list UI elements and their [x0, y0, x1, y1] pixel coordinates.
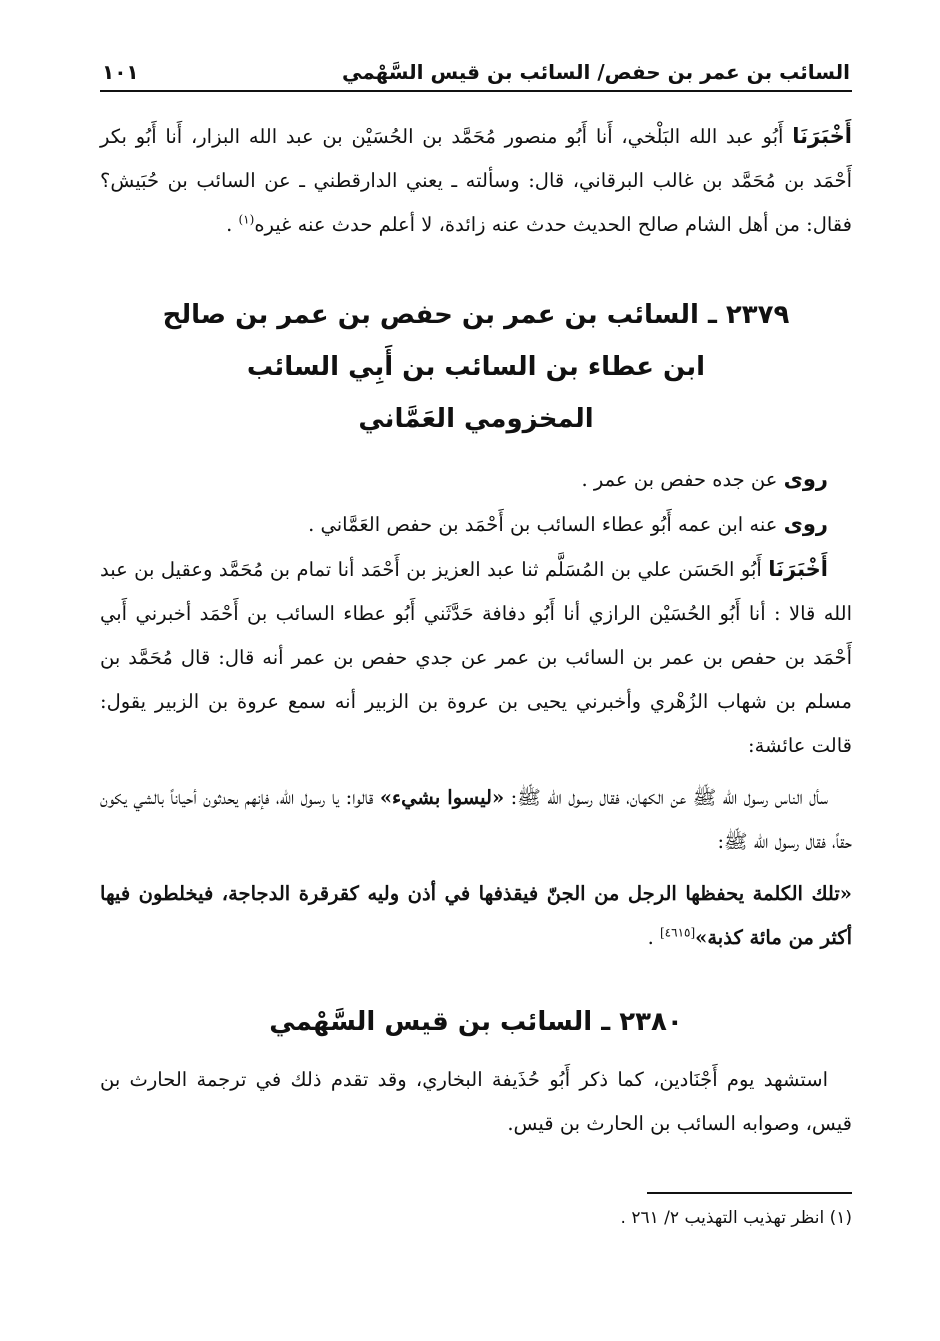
rawa-an-line: [100, 457, 852, 502]
rawa-anhu-text: عنه ابن عمه أَبُو عطاء السائب بن أَحْمَد بن حفص العَمَّاني .: [308, 513, 784, 536]
entry-heading-2380: ٢٣٨٠ ـ السائب بن قيس السَّهْمي: [269, 1007, 683, 1037]
running-title: السائب بن عمر بن حفص/ السائب بن قيس السَّهْمي: [341, 60, 850, 84]
header-rule: [100, 90, 852, 92]
rawa-an-text: عن جده حفص بن عمر .: [581, 468, 784, 491]
footnote-separator-wrap: [100, 1146, 852, 1194]
entry-heading-2379: [100, 289, 852, 445]
heading-line-3: المخزومي العَمَّاني: [358, 404, 594, 434]
paragraph-akhbarana-1: [100, 114, 852, 247]
document-page: [100, 60, 852, 1236]
running-header: [100, 60, 852, 90]
hadith-paragraph: [100, 776, 852, 864]
rawa-anhu-line: [100, 502, 852, 547]
keyword-akhbarana: أَخْبَرَنَا: [768, 557, 828, 581]
heading-line-2: ابن عطاء بن السائب بن أَبِي السائب: [246, 352, 706, 382]
footnote-ref: (١): [238, 212, 255, 227]
keyword-rawa: روى: [783, 512, 828, 536]
heading-line-1: ٢٣٧٩ ـ السائب بن عمر بن حفص بن عمر بن صالح: [162, 300, 790, 330]
hadith-text-b: قالوا: يا رسول الله، فإنهم يحدثون أحياناً بالشي يكون حقاً، فقال رسول الله ﷺ:: [100, 786, 852, 853]
hadith-saying-text: «تلك الكلمة يحفظها الرجل من الجنّ فيقذفها في أذن وليه كقرقرة الدجاجة، فيخلطون فيها أكثر من مائة كذبة»: [100, 882, 852, 949]
page-number: ١٠١: [102, 60, 139, 84]
footnote: (١) انظر تهذيب التهذيب ٢/ ٢٦١ .: [620, 1207, 852, 1228]
hadith-number-ref: [٤٦١٥]: [659, 925, 696, 940]
hadith-text-a: سأل الناس رسول الله ﷺ عن الكهان، فقال رسول الله ﷺ:: [504, 786, 829, 809]
entry-2380-text: استشهد يوم أَجْنَادين، كما ذكر أَبُو حُذَيفة البخاري، وقد تقدم ذلك في ترجمة الحارث بن قيس، وصوابه السائب بن الحارث بن قيس.: [100, 1068, 852, 1135]
keyword-rawa: روى: [783, 467, 828, 491]
keyword-akhbarana: أَخْبَرَنَا: [792, 124, 852, 148]
hadith-end: .: [647, 926, 660, 949]
hadith-saying: [100, 872, 852, 960]
paragraph-akhbarana-2: [100, 547, 852, 768]
paragraph-end: .: [226, 213, 239, 236]
paragraph-text: أَبُو عبد الله البَلْخي، أَنا أَبُو منصور مُحَمَّد بن الحُسَيْن بن عبد الله البزار، أَنا أَبُو بكر أَحْمَد بن مُحَمَّد بن غالب البرقاني، قال: وسألته ـ يعني الدارقطني ـ عن السائب بن حُبَيش؟ فقال: من أهل الشام صالح الحديث حدث عنه زائدة، لا أعلم حدث عنه غيره: [100, 125, 852, 236]
hadith-quote: «ليسوا بشيء»: [379, 786, 505, 809]
isnad-text: أَبُو الحَسَن علي بن المُسَلَّم ثنا عبد العزيز بن أَحْمَد أنا تمام بن مُحَمَّد وعقيل بن عبد الله قالا : أنا أَبُو الحُسَيْن الرازي أنا أَبُو دفافة حَدَّثَني أَبُو عطاء السائب بن أَحْمَد أخبرني أَبي أَحْمَد بن حفص بن عمر بن السائب بن عمر عن جدي حفص بن عمر أنه قال: قال مُحَمَّد بن مسلم بن شهاب الزُهْري وأخبرني يحيى بن عروة بن الزبير أنه سمع عروة بن الزبير يقول: قالت عائشة:: [100, 558, 852, 757]
footnote-separator: [647, 1192, 852, 1194]
